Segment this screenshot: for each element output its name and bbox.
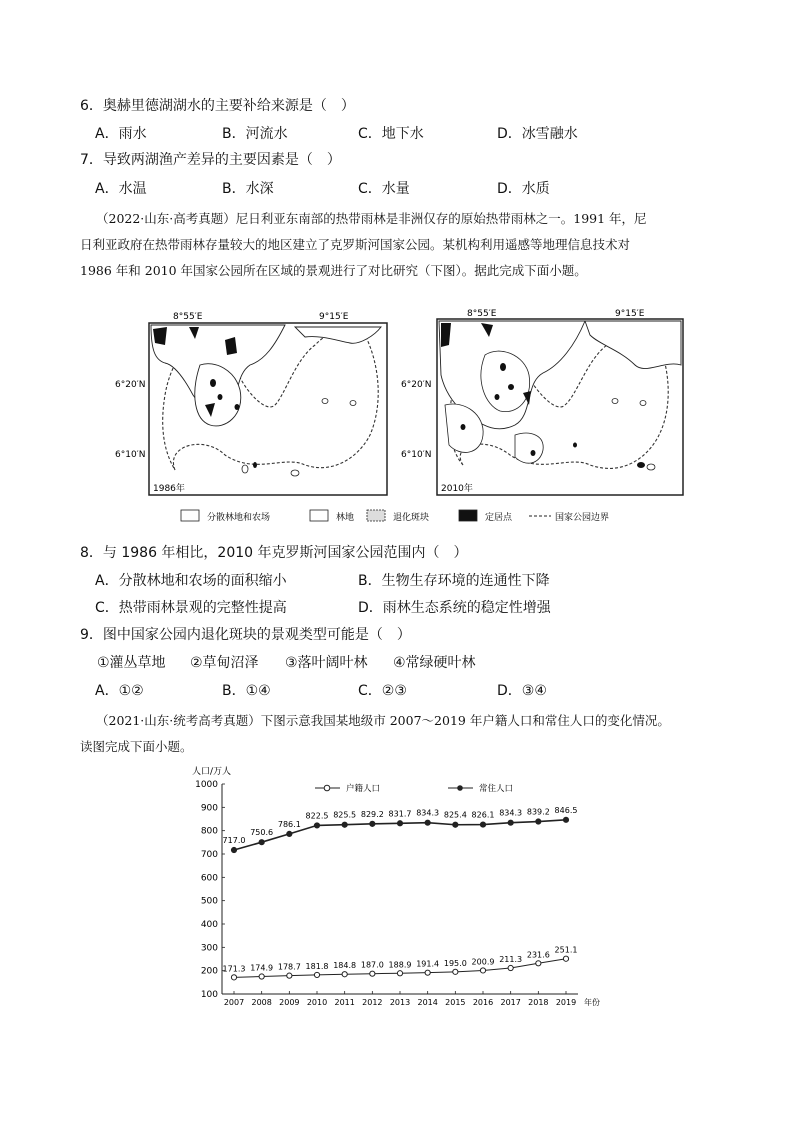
data-label: 251.1 (554, 945, 578, 955)
q7-option-c: C．水量 (358, 181, 410, 197)
q9-option-d: D．③④ (497, 683, 547, 699)
landscape-maps-figure (115, 305, 685, 527)
data-label: 786.1 (277, 819, 301, 829)
q8-option-d: D．雨林生态系统的稳定性增强 (358, 600, 551, 616)
data-point (259, 840, 264, 845)
data-label: 822.5 (305, 811, 329, 821)
legend-scattered-forest-farm: 分散林地和农场 (207, 513, 271, 523)
q9-item-2: ②草甸沼泽 (190, 655, 259, 671)
intro1-line-1: （2022·山东·高考真题）尼日利亚东南部的热带雨林是非洲仅存的原始热带雨林之一。1991 年，尼 (96, 211, 647, 226)
x-tick-label: 2014 (417, 998, 438, 1007)
y-tick-label: 300 (200, 943, 218, 954)
q6-option-c: C．地下水 (358, 126, 424, 142)
map-legend (181, 510, 609, 523)
data-point (397, 821, 402, 826)
intro1-line-3: 1986 年和 2010 年国家公园所在区域的景观进行了对比研究（下图）。据此完成下面小题。 (80, 263, 587, 278)
y-tick-label: 800 (200, 826, 218, 837)
x-tick-label: 2013 (389, 998, 411, 1007)
data-label: 846.5 (554, 805, 578, 815)
data-label: 829.2 (360, 809, 384, 819)
data-label: 184.8 (333, 961, 357, 971)
data-label: 834.3 (499, 808, 523, 818)
q6-option-d: D．冰雪融水 (497, 126, 578, 142)
chart-ylabel: 人口/万人 (192, 767, 232, 777)
x-tick-label: 2019 (555, 998, 577, 1007)
data-label: 750.6 (250, 828, 274, 838)
population-chart (190, 762, 620, 1012)
data-point (480, 822, 485, 827)
legend-changzhu: 常住人口 (479, 784, 514, 794)
data-point (508, 820, 513, 825)
y-tick-label: 700 (200, 850, 218, 860)
intro2-line-1: （2021·山东·统考高考真题）下图示意我国某地级市 2007～2019 年户籍人口和常住人口的变化情况。 (96, 713, 670, 728)
map-1986-lon1: 8°55′E (173, 312, 203, 322)
data-point (563, 956, 568, 961)
map-2010 (401, 309, 683, 495)
data-point (480, 968, 485, 973)
data-point (314, 823, 319, 828)
data-point (536, 961, 541, 966)
map-1986 (115, 312, 387, 495)
data-point (342, 822, 347, 827)
y-tick-label: 100 (200, 990, 218, 1000)
map-2010-lon1: 8°55′E (467, 309, 497, 319)
y-tick-label: 1000 (195, 780, 218, 790)
map-1986-lat1: 6°20′N (115, 380, 146, 390)
q7-option-b: B．水深 (222, 181, 274, 197)
data-point (287, 831, 292, 836)
legend-degraded-patch: 退化斑块 (393, 513, 430, 523)
data-label: 174.9 (250, 963, 274, 973)
q9-option-c: C．②③ (358, 683, 407, 699)
data-point (508, 965, 513, 970)
data-label: 834.3 (416, 808, 440, 818)
data-point (287, 973, 292, 978)
data-label: 181.8 (305, 961, 329, 971)
data-point (453, 969, 458, 974)
q9-stem: 9．图中国家公园内退化斑块的景观类型可能是（ ） (80, 627, 411, 643)
x-tick-label: 2018 (528, 998, 549, 1007)
q6-option-a: A．雨水 (95, 126, 147, 142)
data-point (563, 817, 568, 822)
data-point (370, 971, 375, 976)
q9-option-a: A．①② (95, 683, 144, 699)
chart-legend (315, 783, 513, 794)
data-label: 231.6 (526, 950, 550, 960)
data-point (425, 970, 430, 975)
data-point (231, 975, 236, 980)
map-1986-lon2: 9°15′E (319, 312, 349, 322)
chart-xlabel: 年份 (584, 998, 600, 1007)
y-tick-label: 400 (200, 920, 218, 930)
q6-stem: 6．奥赫里德湖湖水的主要补给来源是（ ） (80, 98, 355, 114)
q7-option-d: D．水质 (497, 181, 550, 197)
x-tick-label: 2008 (251, 998, 272, 1007)
map-1986-year: 1986年 (153, 484, 185, 494)
data-point (259, 974, 264, 979)
q7-stem: 7．导致两湖渔产差异的主要因素是（ ） (80, 152, 341, 168)
q8-option-a: A．分散林地和农场的面积缩小 (95, 573, 287, 589)
q8-stem: 8．与 1986 年相比，2010 年克罗斯河国家公园范围内（ ） (80, 545, 468, 561)
y-tick-label: 500 (200, 896, 218, 907)
map-2010-year: 2010年 (441, 484, 473, 494)
x-tick-label: 2010 (306, 998, 328, 1007)
q6-option-b: B．河流水 (222, 126, 288, 142)
x-tick-label: 2015 (445, 998, 466, 1007)
data-label: 191.4 (416, 959, 440, 969)
data-point (425, 820, 430, 825)
x-tick-label: 2011 (334, 998, 355, 1007)
intro2-line-2: 读图完成下面小题。 (80, 739, 193, 754)
data-point (397, 971, 402, 976)
legend-huji: 户籍人口 (346, 784, 381, 794)
data-point (370, 821, 375, 826)
data-label: 831.7 (388, 809, 412, 819)
intro1-line-2: 日利亚政府在热带雨林存量较大的地区建立了克罗斯河国家公园。某机构利用遥感等地理信息技术对 (80, 237, 631, 252)
y-tick-label: 200 (200, 966, 218, 977)
legend-park-boundary: 国家公园边界 (555, 513, 610, 523)
data-point (536, 819, 541, 824)
q8-option-b: B．生物生存环境的连通性下降 (358, 573, 550, 589)
legend-settlement: 定居点 (485, 513, 513, 523)
data-label: 211.3 (499, 955, 523, 965)
q8-option-c: C．热带雨林景观的完整性提高 (95, 600, 287, 616)
q7-option-a: A．水温 (95, 181, 147, 197)
x-tick-label: 2016 (472, 998, 494, 1007)
y-tick-label: 600 (200, 873, 218, 884)
data-label: 188.9 (388, 960, 412, 970)
data-label: 178.7 (277, 962, 301, 972)
map-1986-lat2: 6°10′N (115, 450, 146, 460)
data-point (231, 847, 236, 852)
x-tick-label: 2009 (279, 998, 300, 1007)
data-point (453, 822, 458, 827)
y-tick-label: 900 (200, 803, 218, 814)
data-label: 171.3 (222, 964, 246, 974)
map-2010-lat2: 6°10′N (401, 450, 432, 460)
data-point (342, 972, 347, 977)
data-label: 195.0 (443, 958, 467, 968)
legend-forest: 林地 (336, 513, 355, 523)
q9-option-b: B．①④ (222, 683, 271, 699)
x-tick-label: 2007 (223, 998, 245, 1007)
data-label: 825.4 (443, 810, 467, 820)
x-tick-label: 2017 (500, 998, 521, 1007)
data-label: 826.1 (471, 810, 495, 820)
x-tick-label: 2012 (362, 998, 383, 1007)
q9-item-4: ④常绿硬叶林 (393, 655, 476, 671)
data-label: 839.2 (526, 807, 550, 817)
q9-item-1: ①灌丛草地 (97, 655, 166, 671)
data-label: 187.0 (360, 960, 384, 970)
data-label: 200.9 (471, 957, 495, 967)
data-label: 717.0 (222, 836, 246, 846)
data-label: 825.5 (333, 810, 357, 820)
map-2010-lat1: 6°20′N (401, 380, 432, 390)
data-point (314, 972, 319, 977)
map-2010-lon2: 9°15′E (615, 309, 645, 319)
q9-item-3: ③落叶阔叶林 (285, 655, 368, 671)
